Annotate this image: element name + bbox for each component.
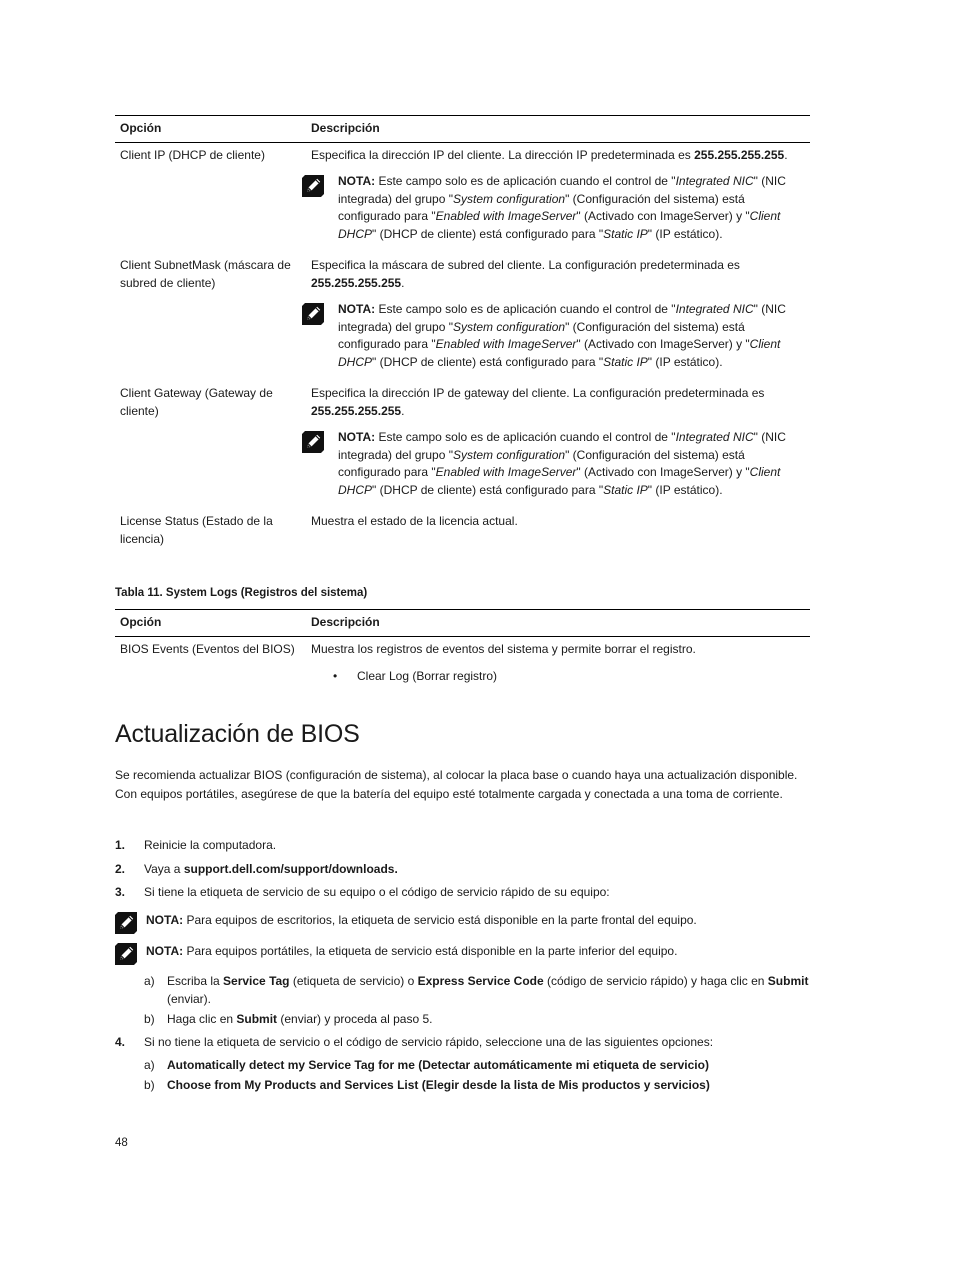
description-text: Especifica la máscara de subred del cliente. La configuración predeterminada es 255.255.255.255.: [311, 258, 740, 290]
note-pencil-icon: [302, 431, 324, 453]
column-header-description: Descripción: [311, 121, 380, 135]
note-laptop: [115, 943, 677, 965]
substep-4b: [144, 1077, 710, 1095]
table-caption: Tabla 11. System Logs (Registros del sistema): [115, 587, 368, 599]
table-header-row: [115, 116, 810, 143]
note-pencil-icon: [302, 175, 324, 197]
substep-3b: [144, 1011, 432, 1029]
substep-letter: b): [144, 1012, 155, 1026]
description-cell: [306, 636, 810, 686]
option-cell: Client SubnetMask (máscara de subred de cliente): [120, 258, 291, 290]
step-number: 4.: [115, 1035, 126, 1049]
step-text: Si tiene la etiqueta de servicio de su equipo o el código de servicio rápido de su equipo:: [144, 885, 610, 899]
step-text: Si no tiene la etiqueta de servicio o el código de servicio rápido, seleccione una de las siguientes opciones:: [144, 1035, 714, 1049]
step-1: [115, 837, 276, 855]
option-cell: BIOS Events (Eventos del BIOS): [120, 641, 295, 656]
table-row: [115, 142, 810, 257]
intro-paragraph: Se recomienda actualizar BIOS (configuración de sistema), al colocar la placa base o cuando haya una actualización disponible. Con equipos portátiles, asegúrese de que la batería del equipo esté totalmente cargada y conectada a una toma de corriente.: [115, 768, 798, 801]
options-table-network: [115, 115, 810, 554]
option-cell: License Status (Estado de la licencia): [120, 514, 273, 546]
option-cell: Client Gateway (Gateway de cliente): [120, 386, 273, 418]
substep-4a: [144, 1057, 709, 1075]
note-box: [311, 173, 805, 243]
note-text: NOTA: Este campo solo es de aplicación cuando el control de "Integrated NIC" (NIC integrada) del grupo "System configuration" (Configuración del sistema) está configurado para "Enabled with ImageServer" (Activado con ImageServer) y "Client DHCP" (DHCP de cliente) está configurado para "Static IP" (IP estático).: [338, 302, 786, 369]
step-number: 1.: [115, 838, 126, 852]
note-pencil-icon: [115, 912, 137, 934]
substep-text: Escriba la Service Tag (etiqueta de servicio) o Express Service Code (código de servicio rápido) y haga clic en Submit (enviar).: [167, 974, 809, 1006]
step-number: 3.: [115, 885, 126, 899]
section-title: Actualización de BIOS: [115, 720, 360, 748]
substep-letter: b): [144, 1078, 155, 1092]
description-cell: [306, 385, 810, 513]
step-text: Reinicie la computadora.: [144, 838, 277, 852]
note-pencil-icon: [115, 943, 137, 965]
description-text: Muestra los registros de eventos del sistema y permite borrar el registro.: [311, 641, 696, 656]
option-auto-detect[interactable]: Automatically detect my Service Tag for me (Detectar automáticamente mi etiqueta de servicio): [167, 1058, 709, 1072]
page-number: 48: [115, 1137, 128, 1149]
bullet-list: [311, 668, 805, 686]
step-number: 2.: [115, 862, 126, 876]
table-row: [115, 257, 810, 385]
note-text: NOTA: Para equipos portátiles, la etiqueta de servicio está disponible en la parte inferior del equipo.: [146, 944, 678, 958]
step-4: [115, 1034, 713, 1052]
substep-text: Haga clic en Submit (enviar) y proceda al paso 5.: [167, 1012, 433, 1026]
note-text: NOTA: Para equipos de escritorios, la etiqueta de servicio está disponible en la parte frontal del equipo.: [146, 913, 697, 927]
step-2: [115, 861, 398, 879]
note-desktop: [115, 912, 697, 934]
description-text: Especifica la dirección IP de gateway del cliente. La configuración predeterminada es 255.255.255.255.: [311, 386, 765, 418]
substep-3a: [144, 973, 809, 1008]
description-cell: Muestra el estado de la licencia actual.: [311, 514, 518, 528]
options-table-system-logs: [115, 609, 810, 686]
column-header-description: Descripción: [311, 615, 380, 629]
description-text: Especifica la dirección IP del cliente. La dirección IP predeterminada es 255.255.255.255.: [311, 147, 788, 162]
note-pencil-icon: [302, 303, 324, 325]
description-cell: [306, 257, 810, 385]
note-box: [311, 301, 805, 371]
table-row: [115, 636, 810, 686]
description-cell: [306, 142, 810, 257]
substep-letter: a): [144, 1058, 155, 1072]
support-link[interactable]: support.dell.com/support/downloads.: [183, 862, 398, 876]
table-header-row: [115, 610, 810, 637]
step-3: [115, 884, 610, 902]
option-cell: Client IP (DHCP de cliente): [120, 147, 265, 162]
column-header-option: Opción: [120, 121, 162, 135]
note-text: NOTA: Este campo solo es de aplicación cuando el control de "Integrated NIC" (NIC integrada) del grupo "System configuration" (Configuración del sistema) está configurado para "Enabled with ImageServer" (Activado con ImageServer) y "Client DHCP" (DHCP de cliente) está configurado para "Static IP" (IP estático).: [338, 174, 786, 241]
substep-letter: a): [144, 974, 155, 988]
column-header-option: Opción: [120, 615, 162, 629]
note-text: NOTA: Este campo solo es de aplicación cuando el control de "Integrated NIC" (NIC integrada) del grupo "System configuration" (Configuración del sistema) está configurado para "Enabled with ImageServer" (Activado con ImageServer) y "Client DHCP" (DHCP de cliente) está configurado para "Static IP" (IP estático).: [338, 430, 786, 497]
option-choose-products[interactable]: Choose from My Products and Services List (Elegir desde la lista de Mis productos y servicios): [167, 1078, 710, 1092]
table-row: [115, 513, 810, 554]
note-box: [311, 429, 805, 499]
list-item: • Clear Log (Borrar registro): [333, 668, 805, 686]
step-text: Vaya a support.dell.com/support/downloads.: [144, 862, 398, 876]
table-row: [115, 385, 810, 513]
